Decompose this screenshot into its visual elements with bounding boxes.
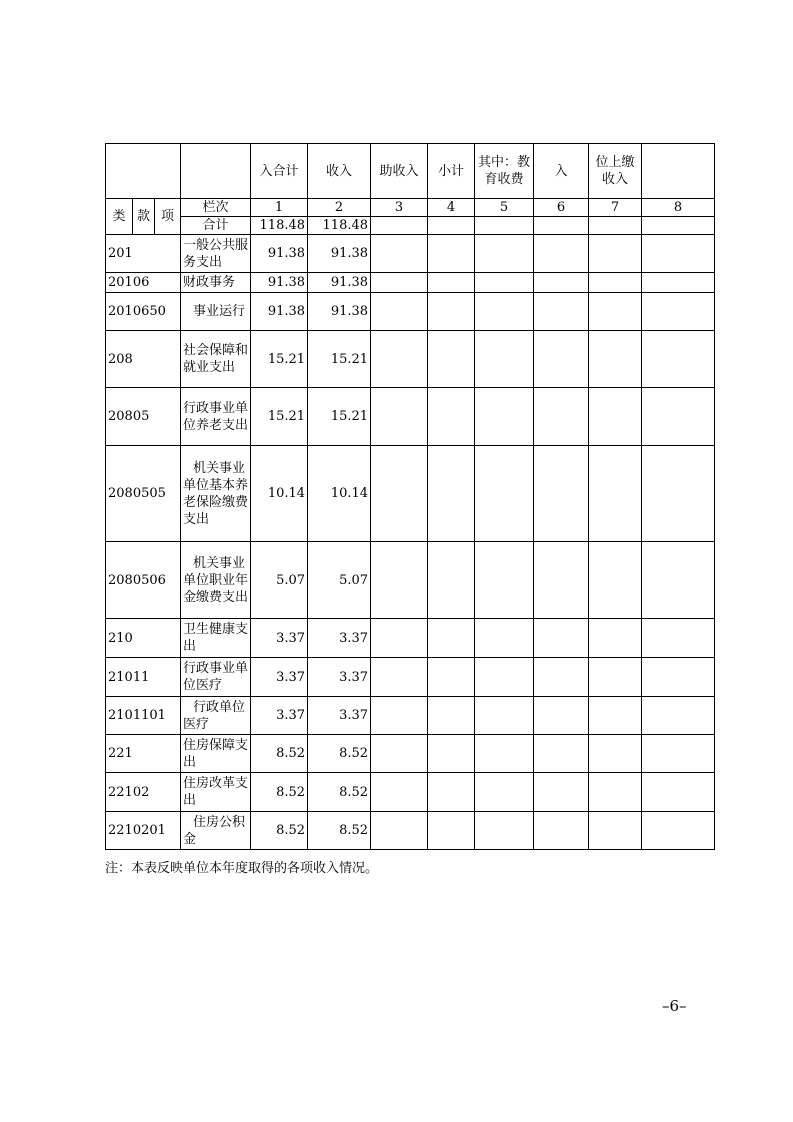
header-name-blank	[181, 144, 251, 199]
row-name: 事业运行	[181, 293, 251, 331]
row-name: 机关事业单位职业年金缴费支出	[181, 542, 251, 619]
row-name: 社会保障和就业支出	[181, 331, 251, 388]
row-c1: 8.52	[251, 773, 308, 812]
total-c2: 118.48	[308, 217, 371, 235]
table-row	[106, 658, 715, 697]
label-xiang: 项	[155, 199, 181, 235]
label-heji: 合计	[181, 217, 251, 235]
header-fiscal: 收入	[308, 144, 371, 199]
header-edu-fee: 其中：教育收费	[475, 144, 534, 199]
header-col8-blank	[642, 144, 715, 199]
col-num-1: 1	[251, 199, 308, 217]
table-row	[106, 331, 715, 388]
header-row	[106, 144, 715, 199]
col-num-3: 3	[371, 199, 428, 217]
header-subtotal: 小计	[428, 144, 475, 199]
row-c1: 8.52	[251, 812, 308, 850]
row-code: 2101101	[106, 697, 181, 735]
row-code: 22102	[106, 773, 181, 812]
table-row	[106, 273, 715, 293]
table-row	[106, 542, 715, 619]
row-c2: 15.21	[308, 388, 371, 446]
row-c1: 5.07	[251, 542, 308, 619]
label-lanci: 栏次	[181, 199, 251, 217]
page-number: –6–	[662, 997, 687, 1015]
label-lei: 类	[106, 199, 133, 235]
row-c1: 15.21	[251, 388, 308, 446]
table-row	[106, 812, 715, 850]
total-c1: 118.48	[251, 217, 308, 235]
header-subsidy: 助收入	[371, 144, 428, 199]
row-name: 住房改革支出	[181, 773, 251, 812]
header-operating: 入	[534, 144, 589, 199]
row-c2: 8.52	[308, 812, 371, 850]
row-c2: 3.37	[308, 619, 371, 658]
row-name: 住房公积金	[181, 812, 251, 850]
col-num-4: 4	[428, 199, 475, 217]
row-code: 2210201	[106, 812, 181, 850]
table-row	[106, 235, 715, 273]
table-row	[106, 697, 715, 735]
table-note: 注：本表反映单位本年度取得的各项收入情况。	[105, 861, 379, 876]
row-c2: 8.52	[308, 735, 371, 773]
income-table	[105, 143, 715, 850]
row-code: 210	[106, 619, 181, 658]
row-c2: 8.52	[308, 773, 371, 812]
row-c2: 91.38	[308, 235, 371, 273]
row-code: 221	[106, 735, 181, 773]
row-name: 行政事业单位医疗	[181, 658, 251, 697]
header-upper: 位上缴收入	[589, 144, 642, 199]
row-code: 2080505	[106, 446, 181, 542]
table-row	[106, 619, 715, 658]
row-c1: 15.21	[251, 331, 308, 388]
row-code: 2010650	[106, 293, 181, 331]
lanci-row	[106, 199, 715, 217]
col-num-6: 6	[534, 199, 589, 217]
row-c1: 10.14	[251, 446, 308, 542]
row-name: 住房保障支出	[181, 735, 251, 773]
row-c1: 91.38	[251, 235, 308, 273]
row-c2: 10.14	[308, 446, 371, 542]
row-c1: 3.37	[251, 658, 308, 697]
row-code: 21011	[106, 658, 181, 697]
row-c1: 8.52	[251, 735, 308, 773]
row-c2: 91.38	[308, 273, 371, 293]
row-c1: 91.38	[251, 273, 308, 293]
row-name: 一般公共服务支出	[181, 235, 251, 273]
row-c1: 3.37	[251, 697, 308, 735]
header-total: 入合计	[251, 144, 308, 199]
row-c1: 3.37	[251, 619, 308, 658]
table-row	[106, 773, 715, 812]
row-name: 财政事务	[181, 273, 251, 293]
col-num-7: 7	[589, 199, 642, 217]
total-row	[106, 217, 715, 235]
row-c2: 3.37	[308, 658, 371, 697]
col-num-8: 8	[642, 199, 715, 217]
row-c1: 91.38	[251, 293, 308, 331]
col-num-5: 5	[475, 199, 534, 217]
row-c2: 15.21	[308, 331, 371, 388]
row-c2: 5.07	[308, 542, 371, 619]
row-code: 201	[106, 235, 181, 273]
row-code: 20106	[106, 273, 181, 293]
row-code: 2080506	[106, 542, 181, 619]
row-name: 行政单位医疗	[181, 697, 251, 735]
row-c2: 3.37	[308, 697, 371, 735]
row-name: 行政事业单位养老支出	[181, 388, 251, 446]
table-row	[106, 293, 715, 331]
row-code: 20805	[106, 388, 181, 446]
table-row	[106, 446, 715, 542]
row-name: 卫生健康支出	[181, 619, 251, 658]
label-kuan: 款	[133, 199, 155, 235]
table-row	[106, 735, 715, 773]
row-c2: 91.38	[308, 293, 371, 331]
row-name: 机关事业单位基本养老保险缴费支出	[181, 446, 251, 542]
table-row	[106, 388, 715, 446]
col-num-2: 2	[308, 199, 371, 217]
row-code: 208	[106, 331, 181, 388]
header-code-blank	[106, 144, 181, 199]
